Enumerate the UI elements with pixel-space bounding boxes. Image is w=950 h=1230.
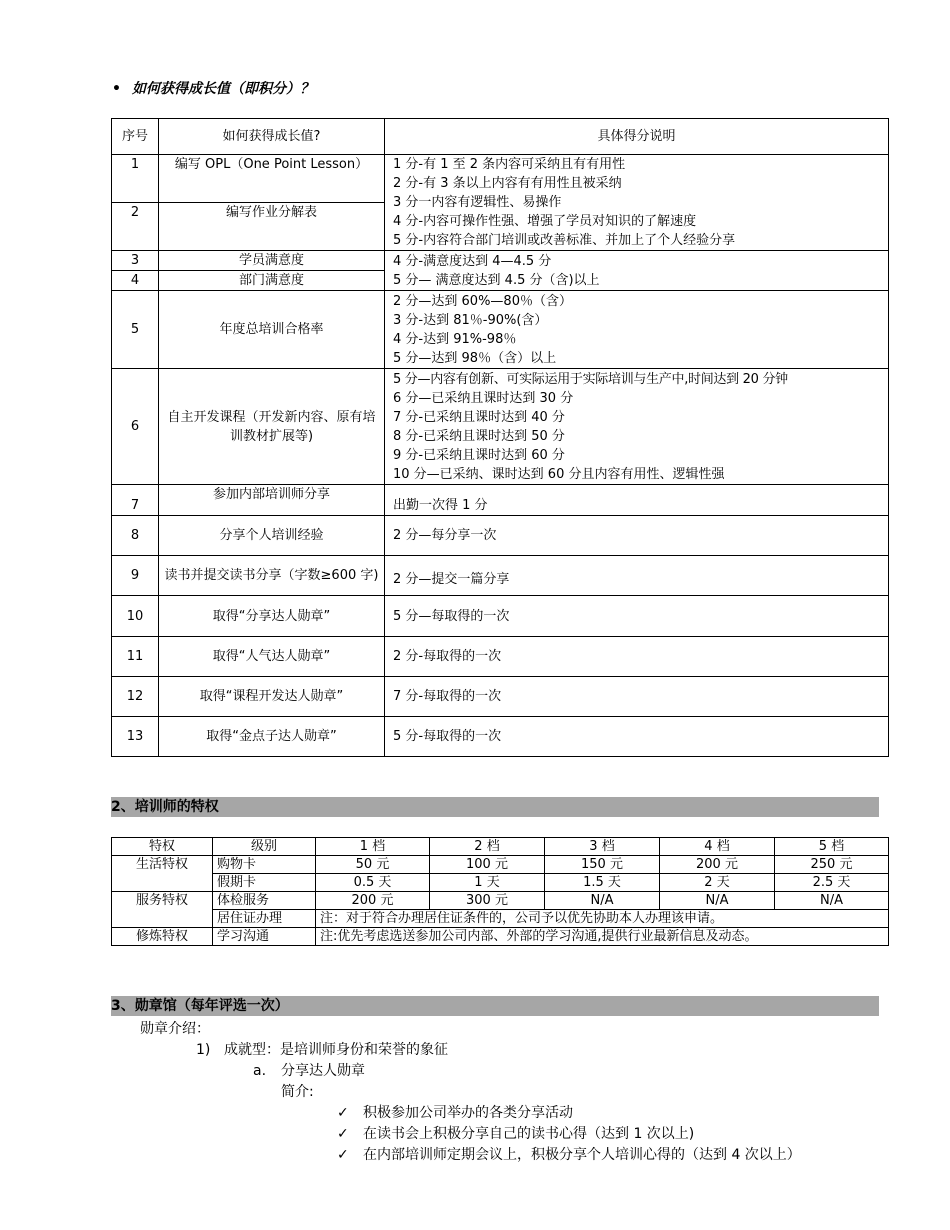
list-item bbox=[337, 1124, 694, 1145]
desc-line: 4 分-达到 91%-98％ bbox=[393, 331, 517, 347]
perk-item: 购物卡 bbox=[213, 856, 316, 874]
perk-item: 学习沟通 bbox=[213, 928, 316, 946]
list-marker: 1) bbox=[196, 1042, 211, 1058]
row-way: 自主开发课程（开发新内容、原有培训教材扩展等) bbox=[159, 369, 385, 485]
list-item-text: 在读书会上积极分享自己的读书心得（达到 1 次以上) bbox=[363, 1126, 695, 1142]
perk-value: 1 天 bbox=[430, 874, 545, 892]
intro-title: 如何获得成长值（即积分）？ bbox=[132, 81, 314, 97]
perk-value: 0.5 天 bbox=[316, 874, 430, 892]
table-row bbox=[112, 516, 889, 556]
table-row bbox=[112, 856, 889, 874]
desc-line: 6 分—已采纳且课时达到 30 分 bbox=[393, 390, 574, 406]
perk-value: 200 元 bbox=[660, 856, 775, 874]
perks-header: 3 档 bbox=[545, 838, 660, 856]
header-way: 如何获得成长值? bbox=[159, 119, 385, 155]
perk-category: 修炼特权 bbox=[112, 928, 213, 946]
table-row bbox=[112, 874, 889, 892]
table-row bbox=[112, 717, 889, 757]
perks-header: 5 档 bbox=[775, 838, 889, 856]
medal-intro: 勋章介绍： bbox=[140, 1021, 210, 1037]
perks-header: 级别 bbox=[213, 838, 316, 856]
perk-note: 注:优先考虑选送参加公司内部、外部的学习沟通,提供行业最新信息及动态。 bbox=[316, 928, 889, 946]
outline-text: 成就型：是培训师身份和荣誉的象征 bbox=[224, 1042, 448, 1058]
perk-value: N/A bbox=[660, 892, 775, 910]
perks-header: 2 档 bbox=[430, 838, 545, 856]
row-no: 1 bbox=[112, 155, 159, 203]
list-item-text: 在内部培训师定期会议上，积极分享个人培训心得的（达到 4 次以上） bbox=[363, 1147, 801, 1163]
table-row bbox=[112, 596, 889, 637]
desc-line: 10 分—已采纳、课时达到 60 分且内容有用性、逻辑性强 bbox=[393, 466, 725, 482]
desc-line: 2 分—达到 60%—80％（含） bbox=[393, 293, 572, 309]
table-row bbox=[112, 291, 889, 369]
desc-line: 2 分-有 3 条以上内容有有用性且被采纳 bbox=[393, 176, 622, 191]
section3-heading: 3、勋章馆（每年评选一次） bbox=[111, 996, 879, 1016]
perks-header: 4 档 bbox=[660, 838, 775, 856]
section2-heading: 2、培训师的特权 bbox=[111, 797, 879, 817]
outline-text: 分享达人勋章 bbox=[281, 1063, 365, 1079]
outline-level1 bbox=[196, 1040, 448, 1061]
desc-line: 5 分— 满意度达到 4.5 分（含)以上 bbox=[393, 272, 600, 288]
row-no: 12 bbox=[112, 677, 159, 717]
row-way: 取得“分享达人勋章” bbox=[159, 596, 385, 637]
desc-line: 4 分-满意度达到 4—4.5 分 bbox=[393, 253, 552, 269]
list-item bbox=[337, 1145, 867, 1166]
table-row bbox=[112, 485, 889, 516]
bullet-icon: • bbox=[112, 81, 121, 97]
perk-value: 2.5 天 bbox=[775, 874, 889, 892]
desc-line: 5 分—达到 98％（含）以上 bbox=[393, 350, 557, 366]
perk-value: 200 元 bbox=[316, 892, 430, 910]
perk-value: 100 元 bbox=[430, 856, 545, 874]
perks-header: 特权 bbox=[112, 838, 213, 856]
perk-item: 体检服务 bbox=[213, 892, 316, 910]
check-icon: ✓ bbox=[337, 1105, 349, 1121]
row-no: 2 bbox=[112, 203, 159, 251]
row-no: 7 bbox=[112, 485, 159, 516]
desc-line: 1 分-有 1 至 2 条内容可采纳且有有用性 bbox=[393, 157, 626, 172]
row-desc bbox=[385, 155, 889, 251]
list-marker: a. bbox=[253, 1063, 267, 1079]
perk-value: 150 元 bbox=[545, 856, 660, 874]
desc-line: 7 分-已采纳且课时达到 40 分 bbox=[393, 409, 565, 425]
row-desc: 5 分-每取得的一次 bbox=[385, 717, 889, 757]
perk-value: 1.5 天 bbox=[545, 874, 660, 892]
scoring-table bbox=[111, 118, 889, 757]
desc-line: 5 分-内容符合部门培训或改善标准、并加上了个人经验分享 bbox=[393, 233, 736, 248]
row-desc bbox=[385, 251, 889, 291]
perk-note: 注：对于符合办理居住证条件的，公司予以优先协助本人办理该申请。 bbox=[316, 910, 889, 928]
table-row bbox=[112, 369, 889, 485]
row-desc: 2 分—每分享一次 bbox=[385, 516, 889, 556]
table-row bbox=[112, 928, 889, 946]
check-icon: ✓ bbox=[337, 1126, 349, 1142]
row-no: 4 bbox=[112, 271, 159, 291]
outline-level2 bbox=[253, 1061, 365, 1082]
table-row bbox=[112, 556, 889, 596]
perk-value: 300 元 bbox=[430, 892, 545, 910]
row-desc: 5 分—每取得的一次 bbox=[385, 596, 889, 637]
row-no: 13 bbox=[112, 717, 159, 757]
row-desc bbox=[385, 369, 889, 485]
row-desc bbox=[385, 291, 889, 369]
perk-value: 2 天 bbox=[660, 874, 775, 892]
header-desc: 具体得分说明 bbox=[385, 119, 889, 155]
perks-header-row bbox=[112, 838, 889, 856]
intro-heading bbox=[112, 78, 314, 98]
desc-line: 9 分-已采纳且课时达到 60 分 bbox=[393, 447, 565, 463]
table-row bbox=[112, 637, 889, 677]
row-no: 5 bbox=[112, 291, 159, 369]
table-row bbox=[112, 910, 889, 928]
desc-line: 3 分一内容有逻辑性、易操作 bbox=[393, 195, 562, 210]
row-desc: 出勤一次得 1 分 bbox=[385, 485, 889, 516]
perk-value: 250 元 bbox=[775, 856, 889, 874]
row-way: 分享个人培训经验 bbox=[159, 516, 385, 556]
row-way: 年度总培训合格率 bbox=[159, 291, 385, 369]
table-header-row bbox=[112, 119, 889, 155]
table-row bbox=[112, 677, 889, 717]
desc-line: 5 分—内容有创新、可实际运用于实际培训与生产中,时间达到 20 分钟 bbox=[393, 371, 788, 387]
row-desc: 2 分-每取得的一次 bbox=[385, 637, 889, 677]
perk-category: 服务特权 bbox=[112, 892, 213, 928]
outline-intro-label: 简介: bbox=[281, 1084, 314, 1100]
row-no: 6 bbox=[112, 369, 159, 485]
perks-table bbox=[111, 837, 889, 946]
row-way: 编写 OPL（One Point Lesson） bbox=[159, 155, 385, 203]
check-icon: ✓ bbox=[337, 1147, 349, 1163]
table-row bbox=[112, 251, 889, 271]
perk-category: 生活特权 bbox=[112, 856, 213, 892]
row-way: 部门满意度 bbox=[159, 271, 385, 291]
row-no: 8 bbox=[112, 516, 159, 556]
row-way: 取得“金点子达人勋章” bbox=[159, 717, 385, 757]
perk-value: N/A bbox=[775, 892, 889, 910]
row-way: 取得“人气达人勋章” bbox=[159, 637, 385, 677]
row-way: 学员满意度 bbox=[159, 251, 385, 271]
table-row bbox=[112, 892, 889, 910]
table-row bbox=[112, 155, 889, 203]
row-no: 10 bbox=[112, 596, 159, 637]
header-no: 序号 bbox=[112, 119, 159, 155]
perk-item: 居住证办理 bbox=[213, 910, 316, 928]
row-way: 读书并提交读书分享（字数≥600 字) bbox=[159, 556, 385, 596]
row-no: 3 bbox=[112, 251, 159, 271]
desc-line: 8 分-已采纳且课时达到 50 分 bbox=[393, 428, 565, 444]
row-no: 9 bbox=[112, 556, 159, 596]
desc-line: 4 分-内容可操作性强、增强了学员对知识的了解速度 bbox=[393, 214, 697, 229]
row-way: 参加内部培训师分享 bbox=[159, 485, 385, 516]
perk-value: 50 元 bbox=[316, 856, 430, 874]
desc-line: 3 分-达到 81％-90%(含） bbox=[393, 312, 548, 328]
list-item bbox=[337, 1103, 573, 1124]
perks-header: 1 档 bbox=[316, 838, 430, 856]
list-item-text: 积极参加公司举办的各类分享活动 bbox=[363, 1105, 573, 1121]
row-no: 11 bbox=[112, 637, 159, 677]
row-way: 取得“课程开发达人勋章” bbox=[159, 677, 385, 717]
perk-value: N/A bbox=[545, 892, 660, 910]
row-way: 编写作业分解表 bbox=[159, 203, 385, 251]
row-desc: 2 分—提交一篇分享 bbox=[385, 556, 889, 596]
row-desc: 7 分-每取得的一次 bbox=[385, 677, 889, 717]
perk-item: 假期卡 bbox=[213, 874, 316, 892]
